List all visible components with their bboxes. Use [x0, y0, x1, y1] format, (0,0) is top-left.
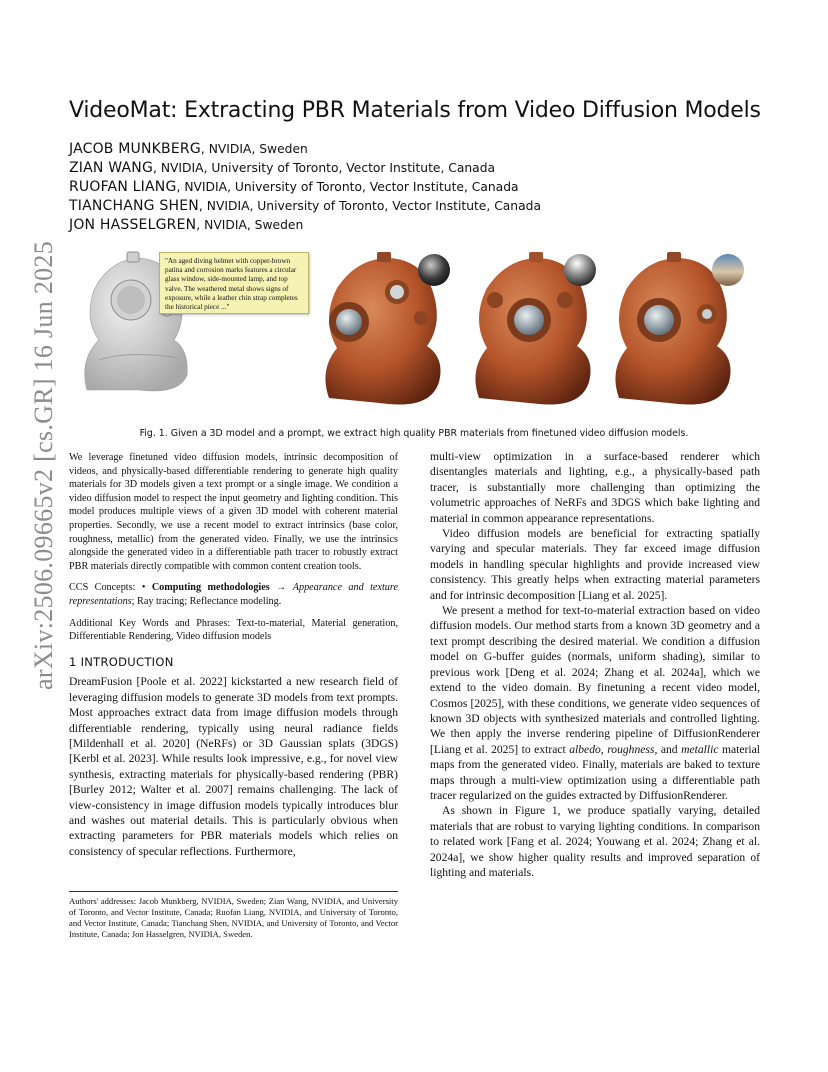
author-list: [69, 140, 541, 235]
ccs-arrow: →: [269, 582, 293, 594]
author-affiliation: , NVIDIA, Sweden: [200, 142, 308, 156]
author-affiliation: , NVIDIA, University of Toronto, Vector Institute, Canada: [198, 199, 541, 213]
author-line: [69, 178, 541, 197]
author-name: ZIAN WANG: [69, 160, 153, 176]
paragraph: multi-view optimization in a surface-based renderer which disentangles materials and lighting, e.g., a physically-based path tracer, is substantially more challenging than optimizing the volumetric approaches of NeRFs and 3DGS which bake lighting and material in common appearance representations.: [430, 450, 760, 525]
left-column: [69, 451, 398, 859]
paper-title: VideoMat: Extracting PBR Materials from Video Diffusion Models: [69, 98, 761, 123]
environment-map-2: [564, 254, 596, 286]
text-run-italic: albedo, roughness,: [569, 742, 658, 756]
keywords: Additional Key Words and Phrases: Text-to-material, Material generation, Differentiable Rendering, Video diffusion models: [69, 617, 398, 643]
author-affiliation: , NVIDIA, University of Toronto, Vector Institute, Canada: [176, 180, 519, 194]
environment-map-1: [418, 254, 450, 286]
text-run: We present a method for text-to-material extraction based on video diffusion models. Our method starts from a known 3D geometry and a text prompt describing the desired material. We condition a diffusion model on G-buffer guides (normals, uniform shading), similar to previous work [Deng et al. 2024; Zhang et al. 2024a], which we extend to the video domain. By finetuning a recent video model, Cosmos [2025], with these conditions, we generate video sequences of known 3D objects with synthesized materials and controlled lighting. We then apply the inverse rendering pipeline of DiffusionRenderer [Liang et al. 2025] to extract: [430, 604, 760, 756]
author-name: TIANCHANG SHEN: [69, 198, 199, 214]
ccs-bold: Computing methodologies: [151, 582, 270, 594]
ccs-italic: Appearance and texture representations: [69, 582, 398, 607]
author-line: [69, 197, 541, 216]
footnote: Authors' addresses: Jacob Munkberg, NVIDIA, Sweden; Zian Wang, NVIDIA, and University of Toronto, and Vector Institute, Canada; Ruofan Liang, NVIDIA, and University of Toronto, and Vector Institute, Canada; Tianchang Shen, NVIDIA, and University of Toronto, and Vector Institute, Canada; Jon Hasselgren, NVIDIA, Sweden.: [69, 896, 398, 939]
author-line: [69, 216, 541, 235]
author-line: [69, 159, 541, 178]
author-name: JON HASSELGREN: [69, 217, 197, 233]
author-name: JACOB MUNKBERG: [69, 141, 201, 157]
text-run: material maps from the generated video. Finally, materials are baked to texture maps through a multi-view optimization using a differentiable path tracer regularized on the guides extracted by DiffusionRenderer.: [430, 742, 760, 802]
figure-caption: Fig. 1. Given a 3D model and a prompt, we extract high quality PBR materials from finetuned video diffusion models.: [139, 428, 689, 439]
author-line: [69, 140, 541, 159]
arxiv-stamp: arXiv:2506.09665v2 [cs.GR] 16 Jun 2025: [29, 240, 58, 690]
intro-paragraph: DreamFusion [Poole et al. 2022] kickstarted a new research field of leveraging diffusion models to generate 3D models from text prompts. Most approaches extract data from image diffusion models through differentiable rendering, typically using neural radiance fields [Mildenhall et al. 2020] (NeRFs) or 3D Gaussian splats (3DGS) [Kerbl et al. 2023]. While results look impressive, e.g., for novel view synthesis, extracting materials for physically-based rendering (PBR) [Burley 2012; Walter et al. 2007] remains challenging. The lack of view-consistency in image diffusion models typically introduces blur and washes out material details. This is particularly obvious when extracting parameters for PBR materials models which relies on consistency of specular reflections. Furthermore,: [69, 675, 398, 858]
ccs-label: CCS Concepts: •: [69, 582, 152, 594]
text-run: and: [657, 742, 682, 756]
author-affiliation: , NVIDIA, Sweden: [196, 218, 304, 232]
text-run-italic: metallic: [681, 742, 719, 756]
paragraph: Video diffusion models are beneficial for extracting spatially varying and specular materials. They far exceed image diffusion models in handling specular highlights and provide increased view consistency. This greatly helps when extracting material parameters and for intrinsic decomposition [Liang et al. 2025].: [430, 527, 760, 602]
prompt-note: "An aged diving helmet with copper-brown patina and corrosion marks features a circular glass window, side-mounted lamp, and top valve. The weathered metal shows signs of exposure, while a leather chin strap completes the historical piece ...": [159, 252, 309, 314]
paragraph: [430, 603, 760, 803]
right-column: [430, 449, 760, 880]
teaser-figure: [69, 240, 759, 418]
abstract: We leverage finetuned video diffusion models, intrinsic decomposition of videos, and physically-based differentiable rendering to generate high quality materials for 3D models given a text prompt or a single image. We condition a video diffusion model to respect the input geometry and lighting condition. This model produces multiple views of a given 3D model with coherent material properties. Secondly, we use a recent model to extract intrinsics (base color, roughness, metallic) from the generated video. Finally, we use the intrinsics alongside the generated video in a differentiable path tracer to robustly extract PBR materials directly compatible with common content creation tools.: [69, 452, 398, 572]
ccs-concepts: [69, 581, 398, 608]
footnote-rule: [69, 891, 398, 892]
author-name: RUOFAN LIANG: [69, 179, 177, 195]
paragraph: As shown in Figure 1, we produce spatially varying, detailed materials that are robust to varying lighting conditions. In comparison to related work [Fang et al. 2024; Youwang et al. 2024; Zhang et al. 2024a], we show higher quality results and improved separation of lighting and materials.: [430, 804, 760, 879]
section-heading: 1 INTRODUCTION: [69, 654, 174, 669]
author-affiliation: , NVIDIA, University of Toronto, Vector Institute, Canada: [153, 161, 496, 175]
ccs-rest: ; Ray tracing; Reflectance modeling.: [131, 595, 282, 607]
environment-map-3: [712, 254, 744, 286]
